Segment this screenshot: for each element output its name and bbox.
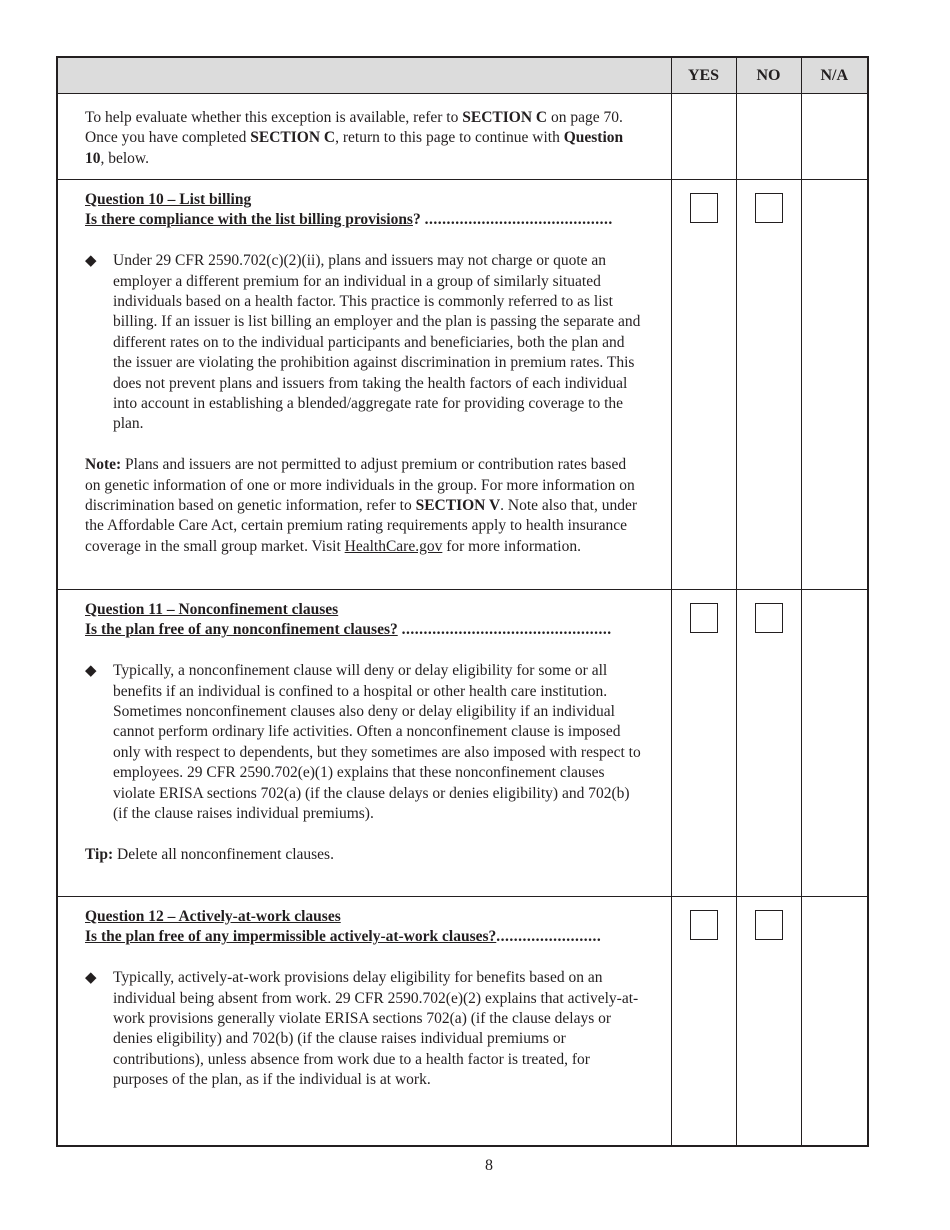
- question-12-content: [57, 897, 671, 1146]
- question-11-text: Is the plan free of any nonconfinement clauses?: [85, 621, 398, 639]
- question-11-tip: Tip: Delete all nonconfinement clauses.: [85, 845, 334, 863]
- header-main: [57, 57, 671, 94]
- header-no: NO: [736, 57, 801, 94]
- question-12-title: Question 12 – Actively-at-work clauses: [85, 908, 341, 925]
- question-10-note: Note: Plans and issuers are not permitted to adjust premium or contribution rates based on genetic information of one or more individuals in the group. For more information on discrimination based on genetic information, refer to SECTION V. Note also that, under the Affordable Care Act, certain premium rating requirements apply to health insurance coverage in the small group market. Visit HealthCare.gov for more information.: [85, 456, 638, 555]
- question-11-yes-checkbox[interactable]: [690, 603, 718, 633]
- question-11-bullet: ◆ Typically, a nonconfinement clause will deny or delay eligibility for some or all benefits if an individual is confined to a hospital or other health care institution. Sometimes nonconfinement clauses also deny or delay eligibility if an individual cannot perform ordinary life activities. Often a nonconfinement clause is imposed only with respect to dependents, but they sometimes are also imposed with respect to employees. 29 CFR 2590.702(e)(1) explains that these nonconfinement clauses violate ERISA sections 702(a) (if the clause delays or denies eligibility) and 702(b) (if the clause raises individual premiums).: [85, 661, 645, 824]
- question-11-no-cell: [736, 590, 801, 897]
- question-12-yes-cell: [671, 897, 736, 1146]
- healthcare-gov-link[interactable]: HealthCare.gov: [344, 537, 443, 555]
- intro-text: To help evaluate whether this exception is available, refer to SECTION C on page 70. Once you have completed SECTION C, return to this page to continue with Question 10, below.: [57, 94, 671, 180]
- question-11-yes-cell: [671, 590, 736, 897]
- page-number: 8: [485, 1157, 493, 1174]
- leader-dots: ...........................................: [424, 211, 613, 229]
- question-10-ref: Question 10: [85, 129, 624, 167]
- question-10-yes-checkbox[interactable]: [690, 193, 718, 223]
- header-yes: YES: [671, 57, 736, 94]
- question-10-title: Question 10 – List billing: [85, 191, 252, 208]
- question-10-no-checkbox[interactable]: [755, 193, 783, 223]
- question-10-text: Is there compliance with the list billing provisions: [85, 211, 413, 229]
- question-12-yes-checkbox[interactable]: [690, 910, 718, 940]
- question-12-text: Is the plan free of any impermissible actively-at-work clauses?: [85, 928, 497, 946]
- question-12-bullet: ◆ Typically, actively-at-work provisions delay eligibility for benefits based on an individual being absent from work. 29 CFR 2590.702(e)(2) explains that actively-at-work provisions generally violate ERISA sections 702(a) (if the clause delays or denies eligibility) and 702(b) (if the clause raises individual premiums or contributions), unless absence from work due to a health factor is treated, for purposes of the plan, as if the individual is at work.: [85, 968, 645, 1090]
- checklist-table: [56, 56, 869, 1147]
- question-12-no-cell: [736, 897, 801, 1146]
- question-12-row: [57, 897, 868, 1146]
- question-10-row: [57, 180, 868, 590]
- question-11-na-cell: [801, 590, 868, 897]
- question-10-no-cell: [736, 180, 801, 590]
- question-11-row: [57, 590, 868, 897]
- question-10-na-cell: [801, 180, 868, 590]
- header-na: N/A: [801, 57, 868, 94]
- diamond-bullet-icon: ◆: [85, 663, 97, 680]
- question-11-title: Question 11 – Nonconfinement clauses: [85, 601, 339, 618]
- header-row: [57, 57, 868, 94]
- intro-na-cell: [801, 94, 868, 180]
- question-10-content: Question 10 – List billing Is there compliance with the list billing provisions? ........................................... ◆ Under 29 CFR 2590.702(c)(2)(ii), plans and issuers may not charge or quote an employer a different premium for an individual in a group of similarly situated individuals based on a health factor. This practice is commonly referred to as list billing. If an issuer is list billing an employer and the plan is passing the separate and different rates on to the individual participants and beneficiaries, both the plan and the issuer are violating the prohibition against discrimination in premium rates. This does not prevent plans and issuers from taking the health factors of each individual into account in establishing a blended/aggregate rate for providing coverage to the plan. Note: Plans and issuers are not permitted to adjust premium or contribution rates based on genetic information of one or more individuals in the group. For more information on discrimination based on genetic information, refer to SECTION V. Note also that, under the Affordable Care Act, certain premium rating requirements apply to health insurance coverage in the small group market. Visit HealthCare.gov for more information.: [57, 180, 671, 590]
- section-v-ref: SECTION V: [415, 497, 501, 515]
- diamond-bullet-icon: ◆: [85, 970, 97, 987]
- leader-dots: ........................: [496, 928, 602, 946]
- intro-no-cell: [736, 94, 801, 180]
- question-10-yes-cell: [671, 180, 736, 590]
- question-11-no-checkbox[interactable]: [755, 603, 783, 633]
- section-c-ref: SECTION C: [462, 109, 548, 126]
- section-c-ref-2: SECTION C: [250, 129, 336, 147]
- diamond-bullet-icon: ◆: [85, 253, 97, 270]
- question-11-content: [57, 590, 671, 897]
- question-10-bullet: ◆ Under 29 CFR 2590.702(c)(2)(ii), plans and issuers may not charge or quote an employer a different premium for an individual in a group of similarly situated individuals based on a health factor. This practice is commonly referred to as list billing. If an issuer is list billing an employer and the plan is passing the separate and different rates on to the individual participants and beneficiaries, both the plan and the issuer are violating the prohibition against discrimination in premium rates. This does not prevent plans and issuers from taking the health factors of each individual into account in establishing a blended/aggregate rate for providing coverage to the plan.: [85, 251, 645, 435]
- intro-yes-cell: [671, 94, 736, 180]
- leader-dots: ................................................: [401, 621, 612, 639]
- question-12-no-checkbox[interactable]: [755, 910, 783, 940]
- question-12-na-cell: [801, 897, 868, 1146]
- intro-row: [57, 94, 868, 180]
